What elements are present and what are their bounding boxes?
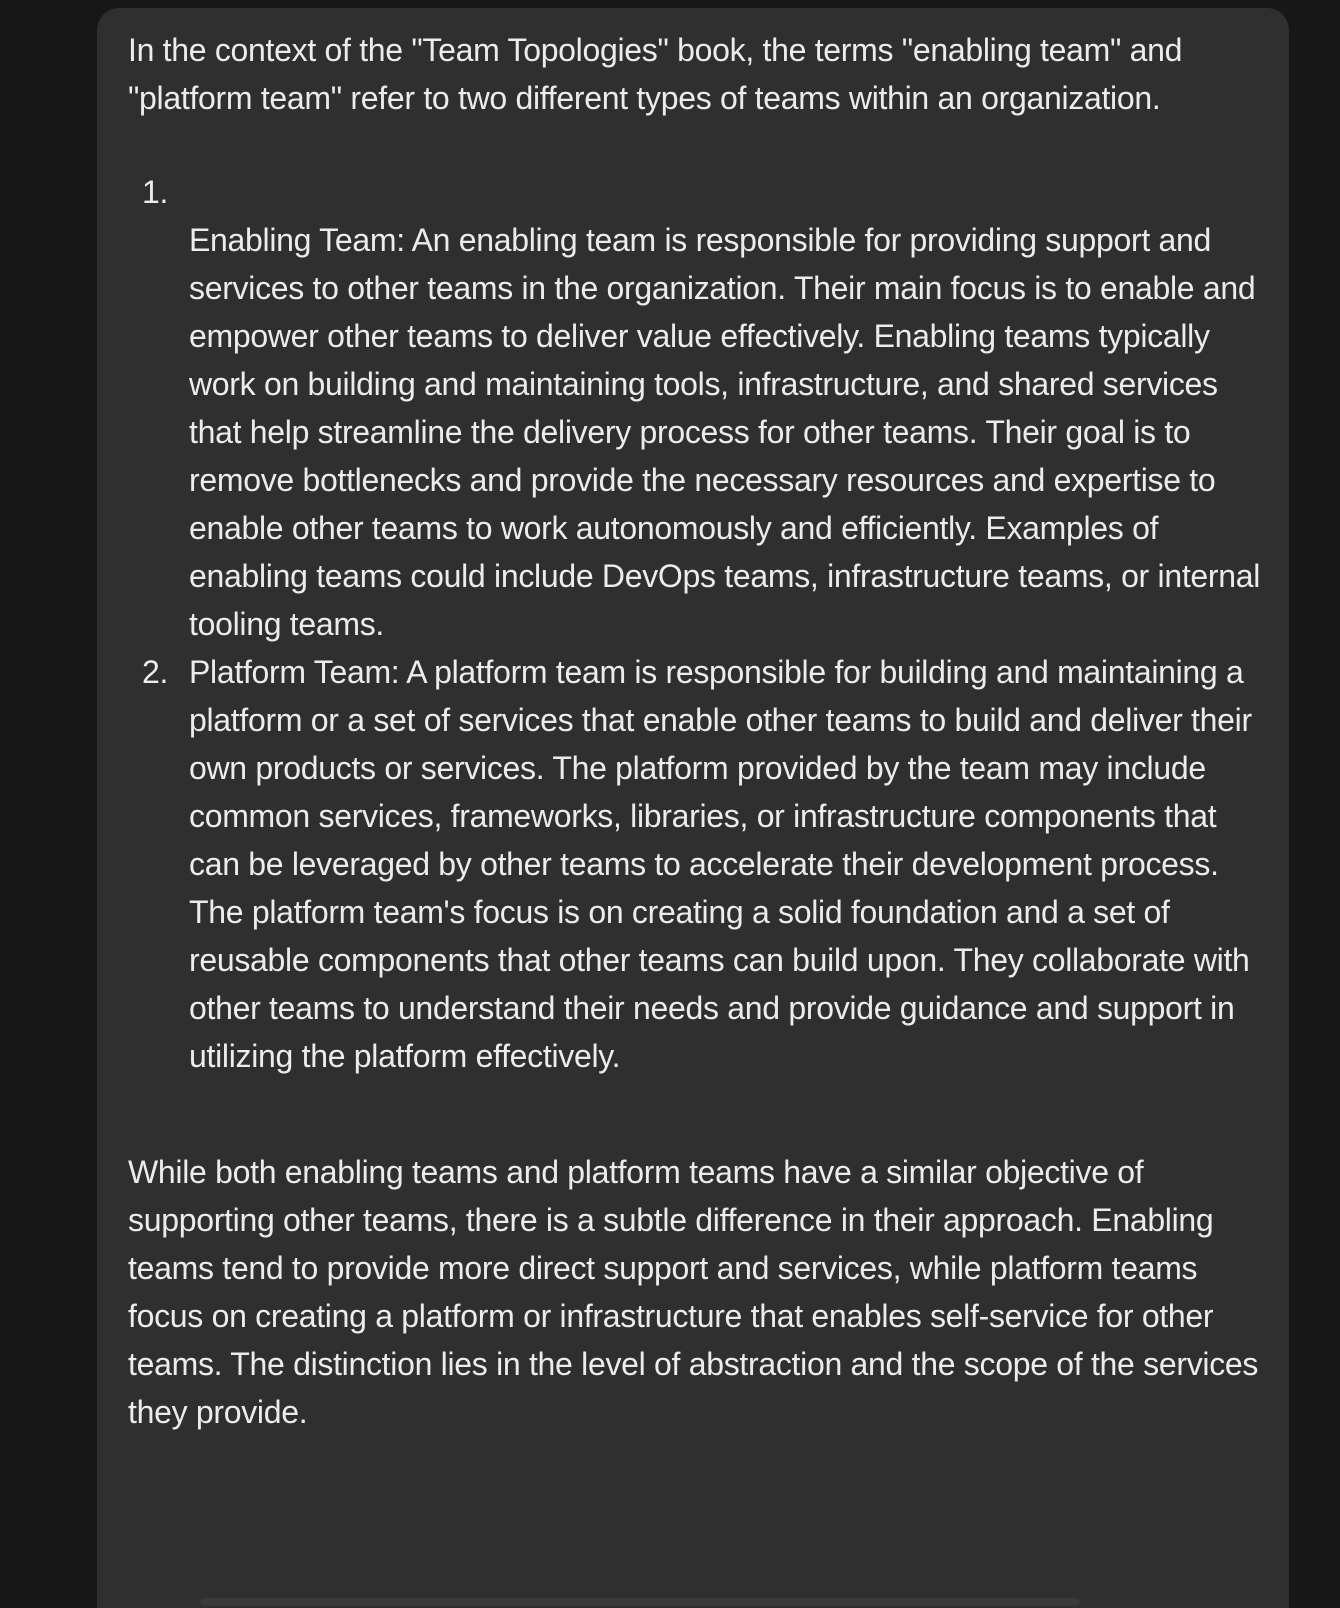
list-item-platform-team xyxy=(128,648,1263,1080)
message-conclusion: While both enabling teams and platform teams have a similar objective of supporting other teams, there is a subtle difference in their approach. Enabling teams tend to provide more direct support and services, while platform teams focus on creating a platform or infrastructure that enables self-service for other teams. The distinction lies in the level of abstraction and the scope of the services they provide. xyxy=(128,1154,1259,1430)
message-intro: In the context of the "Team Topologies" book, the terms "enabling team" and "platform team" refer to two different types of teams within an organization. xyxy=(128,32,1183,116)
list-item-number: 1. xyxy=(142,174,169,210)
assistant-message xyxy=(97,8,1289,1608)
composer-edge xyxy=(200,1598,1080,1606)
list-item-enabling-team xyxy=(128,168,1263,648)
list-item-text: Platform Team: A platform team is responsible for building and maintaining a platform or a set of services that enable other teams to build and deliver their own products or services. The platform provided by the team may include common services, frameworks, libraries, or infrastructure components that can be leveraged by other teams to accelerate their development process. The platform team's focus is on creating a solid foundation and a set of reusable components that other teams can build upon. They collaborate with other teams to understand their needs and provide guidance and support in utilizing the platform effectively. xyxy=(189,654,1252,1074)
message-list xyxy=(128,168,1263,1080)
list-item-text: Enabling Team: An enabling team is responsible for providing support and services to other teams in the organization. Their main focus is to enable and empower other teams to deliver value effectively. Enabling teams typically work on building and maintaining tools, infrastructure, and shared services that help streamline the delivery process for other teams. Their goal is to remove bottlenecks and provide the necessary resources and expertise to enable other teams to work autonomously and efficiently. Examples of enabling teams could include DevOps teams, infrastructure teams, or internal tooling teams. xyxy=(189,222,1261,642)
list-item-number: 2. xyxy=(142,654,169,690)
